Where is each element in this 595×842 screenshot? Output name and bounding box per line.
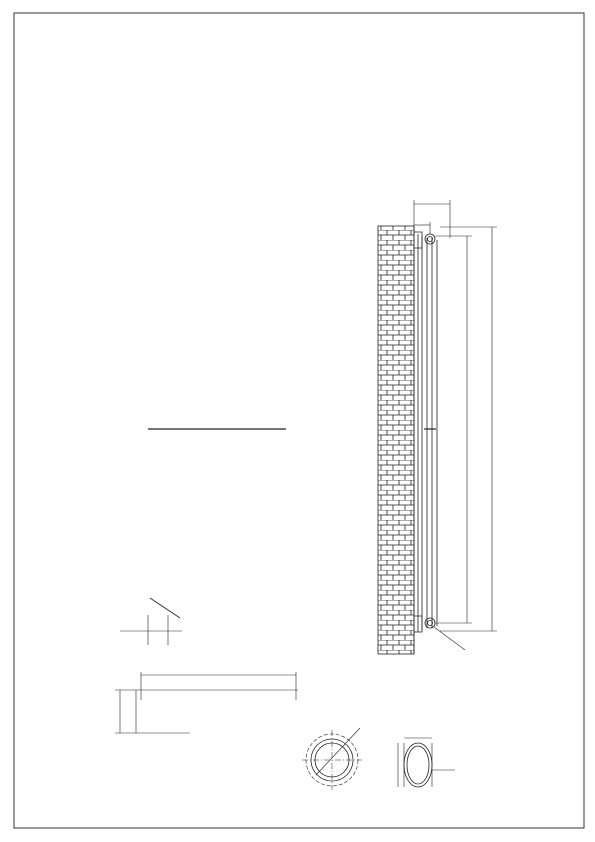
- tube-section: [302, 728, 362, 790]
- top-view: [115, 672, 298, 733]
- bottom-valve: [425, 618, 435, 628]
- profile-section: [398, 738, 455, 787]
- brick-wall: [378, 226, 414, 654]
- front-view: [120, 429, 286, 645]
- side-view: [378, 200, 497, 654]
- block-flow-leader: [150, 598, 180, 618]
- sheet-border: [14, 13, 584, 828]
- top-valve: [425, 234, 435, 244]
